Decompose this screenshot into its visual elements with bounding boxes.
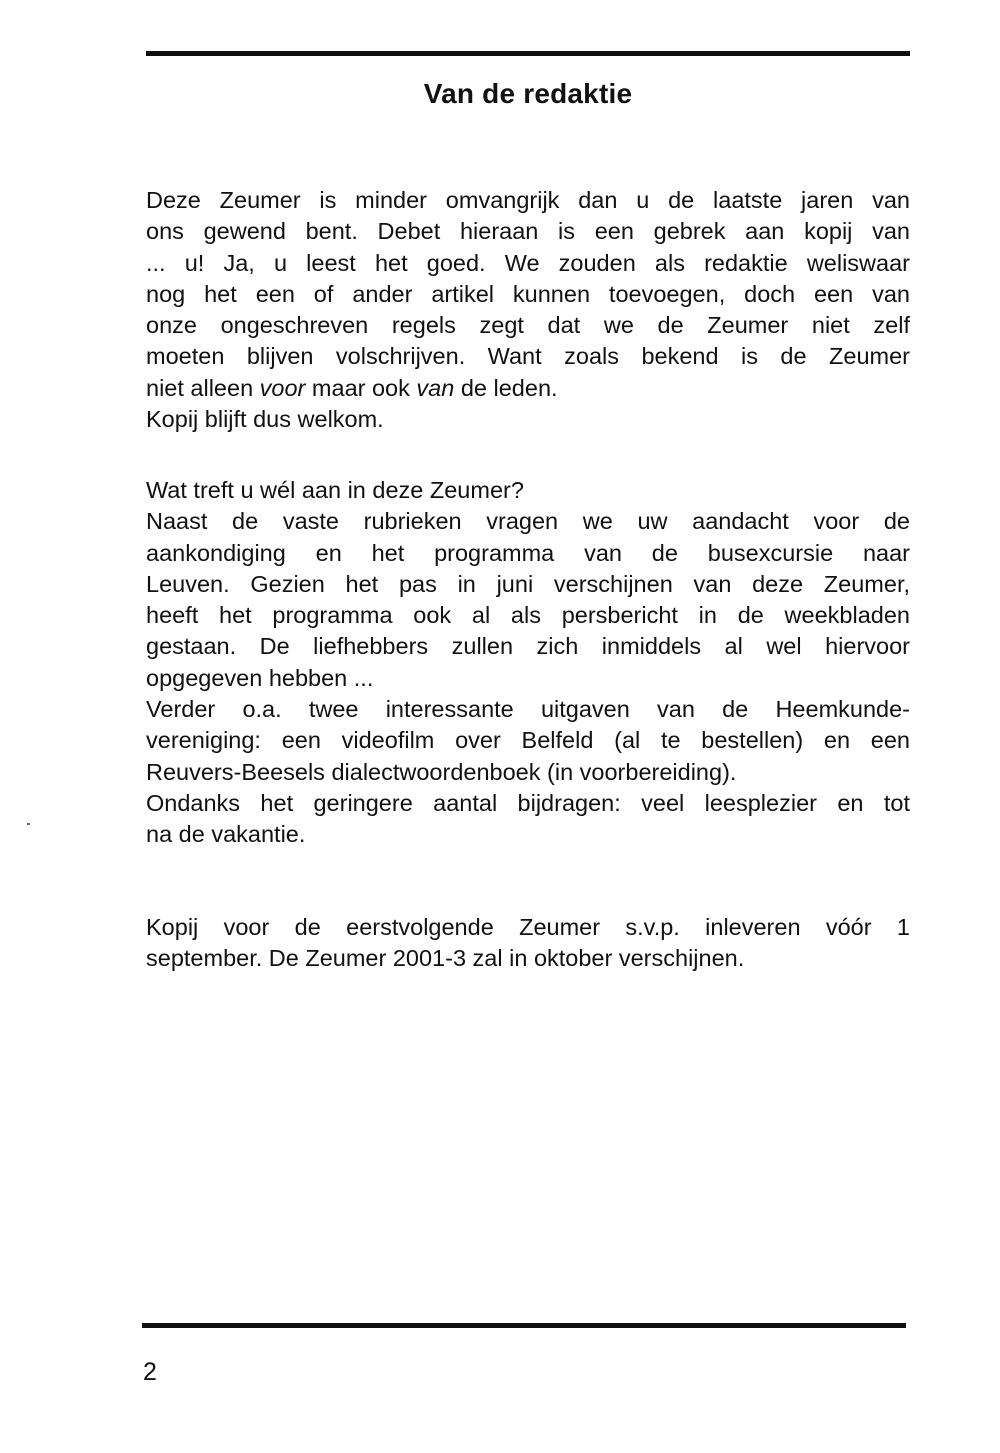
emphasis-van: van: [416, 374, 455, 401]
text-line: Wat treft u wél aan in deze Zeumer?: [146, 477, 524, 503]
text-line: Kopij blijft dus welkom.: [146, 406, 384, 433]
text-line: gestaan. De liefhebbers zullen zich inmiddels al wel hiervoor: [146, 633, 910, 660]
paragraph-contents: [146, 475, 910, 851]
text-line: Leuven. Gezien het pas in juni verschijnen van deze Zeumer,: [146, 570, 910, 597]
text-line: moeten blijven volschrijven. Want zoals bekend is de Zeumer: [146, 343, 910, 370]
text-line: opgegeven hebben ...: [146, 664, 374, 691]
text-line: na de vakantie.: [146, 821, 306, 848]
text-line: nog het een of ander artikel kunnen toevoegen, doch een van: [146, 280, 910, 307]
text-line: Naast de vaste rubrieken vragen we uw aandacht voor de: [146, 508, 910, 535]
text-line: heeft het programma ook al als persbericht in de weekbladen: [146, 602, 910, 629]
text-line: Deze Zeumer is minder omvangrijk dan u de laatste jaren van: [146, 187, 910, 213]
text-fragment: niet alleen: [146, 374, 260, 401]
page-number: 2: [143, 1358, 157, 1386]
bottom-rule: [142, 1323, 906, 1328]
paragraph-deadline: [146, 912, 910, 975]
text-line: aankondiging en het programma van de busexcursie naar: [146, 539, 910, 566]
text-fragment: de leden.: [454, 374, 558, 401]
text-line: ons gewend bent. Debet hieraan is een gebrek aan kopij van: [146, 218, 910, 245]
page-title: Van de redaktie: [423, 78, 633, 109]
text-line: onze ongeschreven regels zegt dat we de Zeumer niet zelf: [146, 312, 910, 339]
paragraph-intro: [146, 185, 910, 435]
text-line: vereniging: een videofilm over Belfeld (al te bestellen) en een: [146, 727, 910, 754]
text-line: Ondanks het geringere aantal bijdragen: veel leesplezier en tot: [146, 789, 910, 816]
text-fragment: maar ook: [305, 374, 417, 401]
text-line: [146, 373, 910, 404]
scan-speck: [27, 823, 30, 825]
text-line: Verder o.a. twee interessante uitgaven van de Heemkunde-: [146, 696, 910, 723]
text-line: Kopij voor de eerstvolgende Zeumer s.v.p. inleveren vóór 1: [146, 914, 910, 940]
emphasis-voor: voor: [259, 374, 306, 401]
text-line: september. De Zeumer 2001-3 zal in oktober verschijnen.: [146, 945, 745, 972]
top-rule: [146, 51, 910, 56]
text-line: Reuvers-Beesels dialectwoordenboek (in voorbereiding).: [146, 758, 737, 785]
text-line: ... u! Ja, u leest het goed. We zouden als redaktie weliswaar: [146, 249, 910, 276]
